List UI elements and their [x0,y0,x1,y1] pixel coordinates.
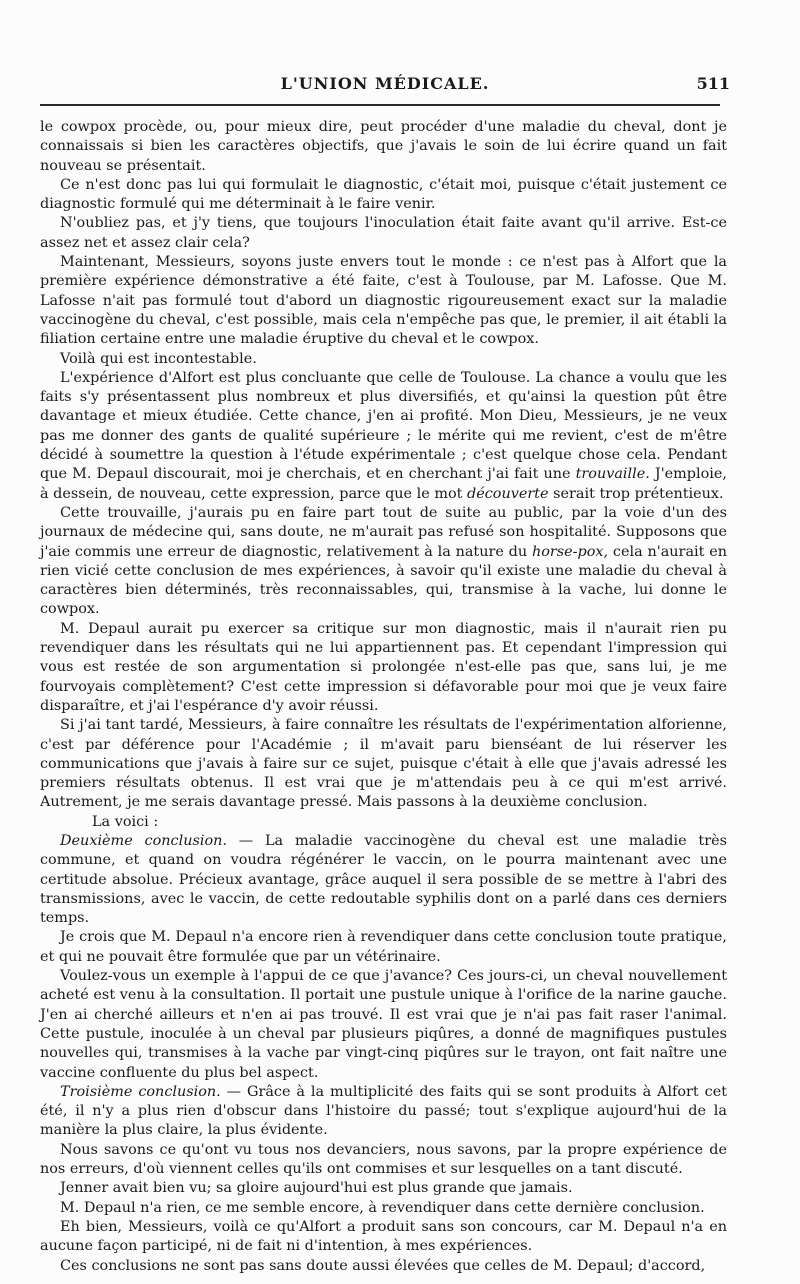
paragraph [40,813,727,832]
paragraph [40,504,727,620]
paragraph-text: — La maladie vaccinogène du cheval est une maladie très commune, et quand on voudra régénérer le vaccin, on le pourra maintenant avec une certitude absolue. Précieux avantage, grâce auquel il sera possible de se mettre à l'abri des transmissions, avec le vaccin, de cette redoutable syphilis dont on a parlé dans ces derniers temps. [40,832,727,927]
running-head: L'UNION MÉDICALE. [280,74,490,93]
page-header [40,74,730,102]
paragraph-text: — Grâce à la multiplicité des faits qui se sont produits à Alfort cet été, il n'y a plus rien d'obscur dans l'histoire du passé; tout s'explique aujourd'hui de la manière la plus claire, la plus évidente. [40,1083,727,1139]
paragraph-text: Voilà qui est incontestable. [60,350,257,367]
paragraph-text: J'emploie, à dessein, de nouveau, cette expression, parce que le mot [40,466,727,502]
paragraph [40,350,727,369]
paragraph-text: Maintenant, Messieurs, soyons juste envers tout le monde : ce n'est pas à Alfort que la première expérience démonstrative a été faite, c'est à Toulouse, par M. Lafosse. Que M. Lafosse n'ait pas formulé tout d'abord un diagnostic rigoureusement exact sur la maladie vaccinogène du cheval, c'est possible, mais cela n'empêche pas que, le premier, il ait établi la filiation certaine entre une maladie éruptive du cheval et le cowpox. [40,254,727,348]
paragraph [40,1083,727,1141]
paragraph-text: le cowpox procède, ou, pour mieux dire, peut procéder d'une maladie du cheval, dont je connaissais si bien les caractères objectifs, que j'avais le soin de lui écrire quand un fait nouveau se présentait. [40,119,727,174]
paragraph [40,1199,727,1218]
paragraph-text: Ce n'est donc pas lui qui formulait le diagnostic, c'était moi, puisque c'était justement ce diagnostic formulé qui me déterminait à le faire venir. [40,176,727,213]
section-heading: Troisième conclusion. [60,1083,221,1100]
paragraph-text: Jenner avait bien vu; sa gloire aujourd'hui est plus grande que jamais. [60,1180,573,1197]
paragraph-text: M. Depaul n'a rien, ce me semble encore, à revendiquer dans cette dernière conclusion. [60,1199,705,1216]
paragraph-text: Nous savons ce qu'ont vu tous nos devanciers, nous savons, par la propre expérience de nos erreurs, d'où viennent celles qu'ils ont commises et sur lesquelles on a tant discuté. [40,1141,727,1178]
paragraph-text: Je crois que M. Depaul n'a encore rien à revendiquer dans cette conclusion toute pratique, et qui ne pouvait être formulée que par un vétérinaire. [40,929,727,965]
paragraph [40,1141,727,1180]
paragraph [40,832,727,928]
paragraph [40,369,727,504]
paragraph [40,214,727,253]
paragraph [40,1218,727,1257]
body-text [40,118,727,1276]
paragraph [40,176,727,215]
paragraph-text: N'oubliez pas, et j'y tiens, que toujours l'inoculation était faite avant qu'il arrive. Est-ce assez net et assez clair cela? [40,215,727,251]
paragraph [40,716,727,812]
paragraph [40,1257,727,1276]
paragraph-text: Voulez-vous un exemple à l'appui de ce que j'avance? Ces jours-ci, un cheval nouvellement acheté est venu à la consultation. Il portait une pustule unique à l'orifice de la narine gauche. J'en ai cherché ailleurs et n'en ai pas trouvé. Il est vrai que je n'ai pas fait raser l'animal. Cette pustule, inoculée à un cheval par plusieurs piqûres, a donné de magnifiques pustules nouvelles qui, transmises à la vache par vingt-cinq piqûres sur le trayon, ont fait naître une vaccine confluente du plus bel aspect. [40,968,727,1081]
header-rule [40,104,720,106]
section-heading: Deuxième conclusion. [60,832,227,849]
paragraph-text: La voici : [92,813,159,830]
paragraph [40,620,727,716]
paragraph-text: cela n'aurait en rien vicié cette conclusion de mes expériences, à savoir qu'il existe une maladie du cheval à caractères bien déterminés, très reconnaissables, qui, transmise à la vache, lui donne le cowpox. [40,543,727,618]
paragraph-text: Ces conclusions ne sont pas sans doute aussi élevées que celles de M. Depaul; d'accord, [60,1257,706,1274]
italic-word: découverte [467,485,549,502]
paragraph [40,1179,727,1198]
paragraph-text: Eh bien, Messieurs, voilà ce qu'Alfort a produit sans son concours, car M. Depaul n'a en aucune façon participé, ni de fait ni d'intention, à mes expériences. [40,1218,727,1255]
paragraph [40,967,727,1083]
paragraph-text: L'expérience d'Alfort est plus concluante que celle de Toulouse. La chance a voulu que les faits s'y présentassent plus nombreux et plus diversifiés, et qu'ainsi la question pût être davantage et mieux étudiée. Cette chance, j'en ai profité. Mon Dieu, Messieurs, je ne veux pas me donner des gants de qualité supérieure ; le mérite qui me revient, c'est de m'être décidé à soumettre la question à l'étude expérimentale ; c'est quelque chose cela. Pendant que M. Depaul discourait, moi je cherchais, et en cherchant j'ai fait une [40,369,727,483]
paragraph [40,118,727,176]
paragraph [40,253,727,349]
page-number: 511 [696,74,730,93]
italic-word: horse-pox, [531,543,609,560]
paragraph-text: M. Depaul aurait pu exercer sa critique sur mon diagnostic, mais il n'aurait rien pu revendiquer dans les résultats qui ne lui appartiennent pas. Et cependant l'impression qui vous est restée de son argumentation si prolongée n'est-elle pas que, sans lui, je me fourvoyais complètement? C'est cette impression si défavorable pour moi que je veux faire disparaître, et j'ai l'espérance d'y avoir réussi. [40,620,727,714]
paragraph [40,928,727,967]
paragraph-text: Si j'ai tant tardé, Messieurs, à faire connaître les résultats de l'expérimentation alforienne, c'est par déférence pour l'Académie ; il m'avait paru bienséant de lui réserver les communications que j'avais à faire sur ce sujet, puisque c'était à elle que j'avais adressé les premiers résultats obtenus. Il est vrai que je m'attendais peu à ce qui m'est arrivé. Autrement, je me serais davantage pressé. Mais passons à la deuxième conclusion. [40,717,727,811]
italic-word: trouvaille. [575,466,650,483]
paragraph-text: serait trop prétentieux. [548,485,724,502]
paragraph-text: Cette trouvaille, j'aurais pu en faire part tout de suite au public, par la voie d'un des journaux de médecine qui, sans doute, ne m'aurait pas refusé son hospitalité. Supposons que j'aie commis une erreur de diagnostic, relativement à la nature du [40,504,727,560]
